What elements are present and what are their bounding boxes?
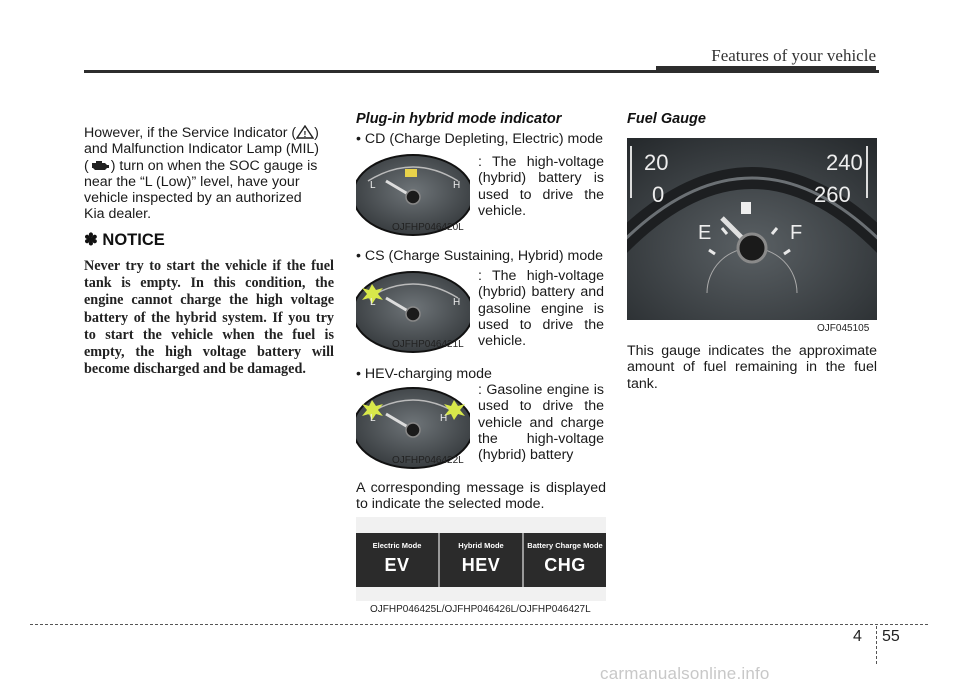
fuel-full-label: F bbox=[790, 222, 803, 244]
ev-mode-value: EV bbox=[384, 555, 410, 575]
gauge-label-high: H bbox=[453, 180, 461, 191]
para-line: and Malfunction Indicator Lamp (MIL) bbox=[84, 141, 319, 158]
gauge-label-low: L bbox=[370, 297, 376, 308]
page-number: 55 bbox=[882, 628, 900, 645]
fuel-empty-label: E bbox=[698, 222, 712, 244]
notice-body: Never try to start the vehicle if the fuel tank is empty. In this condition, the engine cannot charge the high voltage battery of the hybrid system. If you try to start the vehicle when the fuel is empty, the high voltage battery will become discharged and be damaged. bbox=[84, 258, 334, 378]
mode-message-text: A corresponding message is displayed to indicate the selected mode. bbox=[356, 480, 606, 513]
para-line: near the “L (Low)” level, have your bbox=[84, 173, 300, 190]
chapter-number: 4 bbox=[853, 628, 862, 645]
speed-label-240: 240 bbox=[826, 150, 863, 175]
service-indicator-paragraph: However, if the Service Indicator ( ! ) and Malfunction Indicator Lamp (MIL) ( ) turn on when the SOC gauge is near the “L (Low)” level, have your vehicle inspected by an authorized Kia dealer. bbox=[84, 125, 334, 223]
cs-mode-description: : The high-voltage (hybrid) battery and gasoline engine is used to drive the vehicle. bbox=[478, 268, 604, 350]
para-line: However, if the Service Indicator ( bbox=[84, 125, 297, 141]
para-line: turn on when the SOC gauge is bbox=[119, 157, 318, 174]
footer-page-separator bbox=[876, 626, 877, 664]
left-column bbox=[84, 125, 334, 223]
speed-label-20: 20 bbox=[644, 150, 669, 175]
chg-mode-value: CHG bbox=[544, 555, 586, 575]
hev-charging-description: : Gasoline engine is used to drive the vehicle and charge the high-voltage (hybrid) battery bbox=[478, 382, 604, 464]
hev-charging-heading: • HEV-charging mode bbox=[356, 366, 492, 382]
cd-mode-caption: OJFHP046420L bbox=[392, 222, 464, 233]
service-indicator-icon bbox=[296, 125, 314, 139]
chg-mode-tile bbox=[524, 533, 606, 587]
section-title: Features of your vehicle bbox=[711, 46, 876, 65]
svg-text:!: ! bbox=[303, 130, 307, 139]
hev-mode-label: Hybrid Mode bbox=[458, 541, 504, 550]
ev-mode-tile bbox=[356, 533, 438, 587]
cs-mode-caption: OJFHP046421L bbox=[392, 339, 464, 350]
gauge-label-low: L bbox=[370, 180, 376, 191]
watermark[interactable]: carmanualsonline.info bbox=[600, 664, 770, 683]
footer-rule bbox=[30, 624, 928, 625]
para-line: vehicle inspected by an authorized bbox=[84, 190, 302, 207]
fuel-gauge-caption: OJF045105 bbox=[817, 323, 870, 334]
hev-charging-caption: OJFHP046422L bbox=[392, 455, 464, 466]
hev-mode-tile bbox=[440, 533, 522, 587]
chg-mode-label: Battery Charge Mode bbox=[527, 541, 603, 550]
hev-mode-value: HEV bbox=[461, 555, 501, 575]
fuel-gauge-description: This gauge indicates the approximate amount of fuel remaining in the fuel tank. bbox=[627, 343, 877, 392]
gauge-label-high: H bbox=[453, 297, 461, 308]
cd-mode-description: : The high-voltage (hybrid) battery is used to drive the vehicle. bbox=[478, 154, 604, 219]
speed-label-0: 0 bbox=[652, 182, 665, 207]
fuel-gauge-heading: Fuel Gauge bbox=[627, 111, 706, 127]
header-rule-thick bbox=[656, 66, 876, 72]
mode-display-bar bbox=[356, 533, 606, 587]
ev-mode-label: Electric Mode bbox=[372, 541, 422, 550]
gauge-label-low: L bbox=[370, 413, 376, 424]
mode-display-caption: OJFHP046425L/OJFHP046426L/OJFHP046427L bbox=[370, 604, 591, 615]
para-line: Kia dealer. bbox=[84, 206, 152, 223]
cs-mode-heading: • CS (Charge Sustaining, Hybrid) mode bbox=[356, 248, 604, 264]
speed-label-260: 260 bbox=[814, 182, 851, 207]
mil-engine-icon bbox=[89, 159, 111, 171]
notice-heading: ✽ NOTICE bbox=[84, 231, 165, 249]
gauge-label-high: H bbox=[440, 413, 448, 424]
plugin-hybrid-heading: Plug-in hybrid mode indicator bbox=[356, 111, 562, 127]
cd-mode-heading: • CD (Charge Depleting, Electric) mode bbox=[356, 131, 604, 147]
